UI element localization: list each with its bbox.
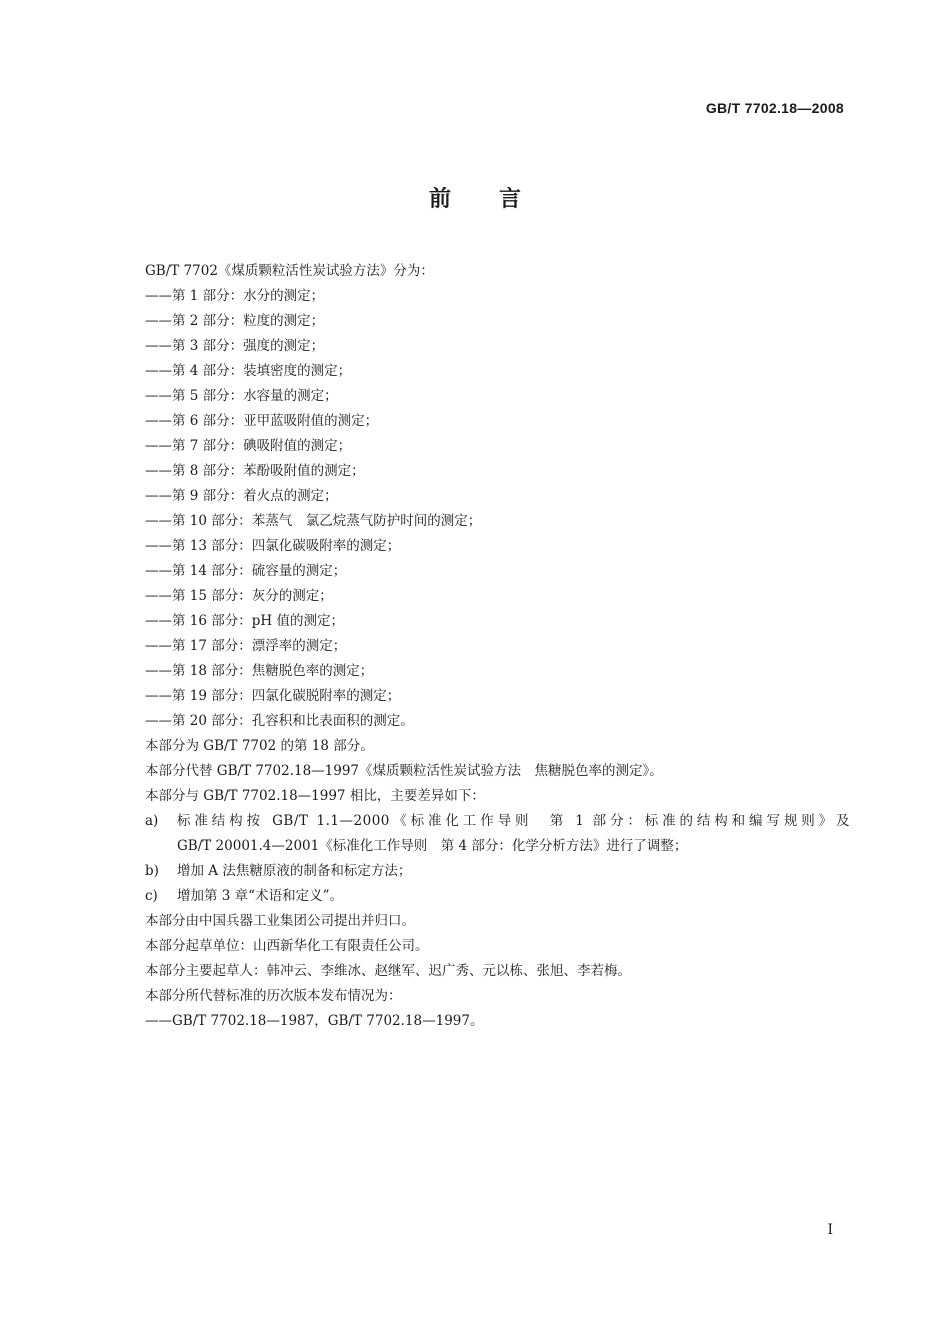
proposer-statement: 本部分由中国兵器工业集团公司提出并归口。 [145, 913, 415, 929]
difference-text: 增加第 3 章“术语和定义”。 [177, 888, 343, 904]
part-list-item: ——第 7 部分：碘吸附值的测定； [145, 438, 352, 454]
difference-text: 增加 A 法焦糖原液的制备和标定方法； [177, 863, 412, 879]
difference-continuation: GB/T 20001.4—2001《标准化工作导则 第 4 部分：化学分析方法》进行了调整； [177, 838, 688, 854]
part-list-item: ——第 3 部分：强度的测定； [145, 338, 325, 354]
difference-label: c) [145, 888, 158, 904]
part-list-item: ——第 15 部分：灰分的测定； [145, 588, 333, 604]
part-list-item: ——第 5 部分：水容量的测定； [145, 388, 338, 404]
part-list-item: ——第 17 部分：漂浮率的测定； [145, 638, 347, 654]
drafting-unit: 本部分起草单位：山西新华化工有限责任公司。 [145, 938, 429, 954]
difference-item [145, 859, 850, 884]
part-list-item: ——第 1 部分：水分的测定； [145, 288, 325, 304]
part-list-item: ——第 10 部分：苯蒸气 氯乙烷蒸气防护时间的测定； [145, 513, 482, 529]
statement-replace: 本部分代替 GB/T 7702.18—1997《煤质颗粒活性炭试验方法 焦糖脱色率的测定》。 [145, 763, 663, 779]
part-list-item: ——第 14 部分：硫容量的测定； [145, 563, 347, 579]
part-list-item: ——第 8 部分：苯酚吸附值的测定； [145, 463, 365, 479]
page-title: 前言 [428, 187, 569, 212]
drafters: 本部分主要起草人：韩冲云、李维冰、赵继军、迟广秀、元以栋、张旭、李若梅。 [145, 963, 631, 979]
part-list-item: ——第 19 部分：四氯化碳脱附率的测定； [145, 688, 401, 704]
part-list-item: ——第 16 部分：pH 值的测定； [145, 613, 344, 629]
part-list-item: ——第 2 部分：粒度的测定； [145, 313, 325, 329]
statement-part: 本部分为 GB/T 7702 的第 18 部分。 [145, 738, 374, 754]
part-list-item: ——第 9 部分：着火点的测定； [145, 488, 338, 504]
difference-text: 标准结构按 GB/T 1.1—2000《标准化工作导则 第 1 部分：标准的结构和编写规则》及 [177, 813, 850, 829]
statement-compare: 本部分与 GB/T 7702.18—1997 相比，主要差异如下： [145, 788, 485, 804]
history-versions: ——GB/T 7702.18—1987，GB/T 7702.18—1997。 [145, 1013, 484, 1029]
part-list-item: ——第 20 部分：孔容积和比表面积的测定。 [145, 713, 414, 729]
page-number: I [827, 1222, 833, 1238]
difference-item [145, 884, 850, 909]
part-list-item: ——第 13 部分：四氯化碳吸附率的测定； [145, 538, 401, 554]
part-list-item: ——第 6 部分：亚甲蓝吸附值的测定； [145, 413, 379, 429]
history-intro: 本部分所代替标准的历次版本发布情况为： [145, 988, 402, 1004]
part-list-item: ——第 18 部分：焦糖脱色率的测定； [145, 663, 374, 679]
difference-label: b) [145, 863, 159, 879]
foreword-body [145, 259, 850, 1034]
intro-line: GB/T 7702《煤质颗粒活性炭试验方法》分为： [145, 263, 434, 279]
difference-label: a) [145, 813, 159, 829]
part-list-item: ——第 4 部分：装填密度的测定； [145, 363, 352, 379]
standard-code: GB/T 7702.18—2008 [705, 100, 844, 116]
difference-item [145, 809, 850, 834]
